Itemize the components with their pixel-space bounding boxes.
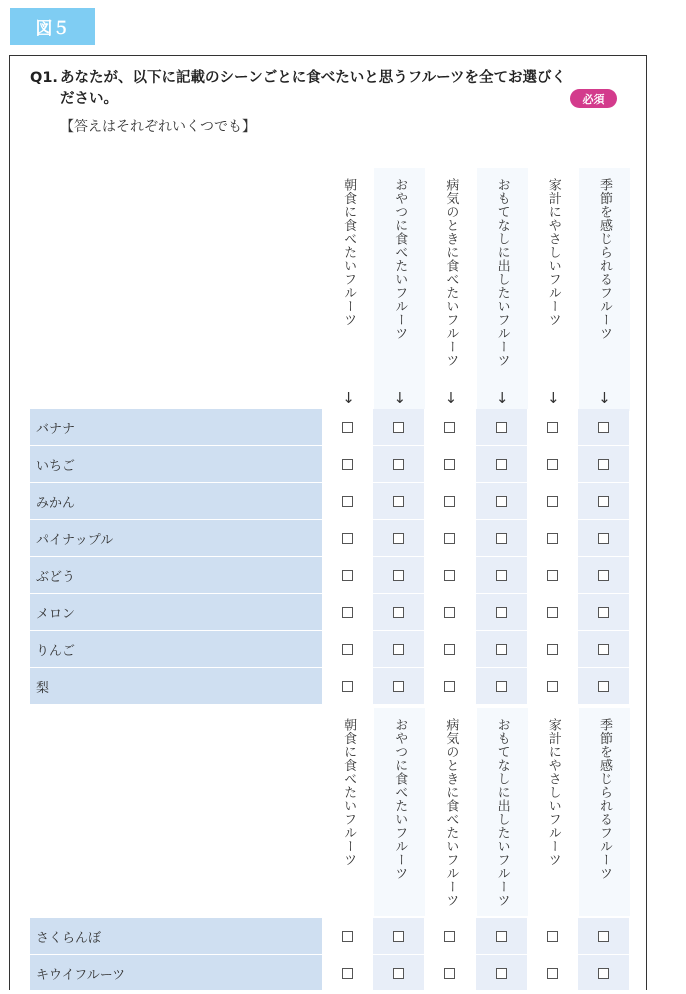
down-arrow-icon: ↓ [444,389,458,407]
checkbox[interactable] [444,644,455,655]
row-label: りんご [30,631,322,667]
checkbox[interactable] [598,570,609,581]
checkbox-cell [424,594,475,630]
checkbox-cell [373,631,424,667]
checkbox[interactable] [393,607,404,618]
checkbox[interactable] [342,570,353,581]
checkbox-cell [476,594,527,630]
checkbox-cell [527,918,578,954]
checkbox[interactable] [598,459,609,470]
checkbox[interactable] [598,607,609,618]
column-header-label: 病気のときに食べたいフルーツ [443,718,459,907]
checkbox-cell [527,446,578,482]
checkbox[interactable] [393,496,404,507]
table-row [30,631,630,667]
checkbox[interactable] [598,968,609,979]
table-row [30,918,630,954]
checkbox-cell [322,631,373,667]
checkbox[interactable] [496,422,507,433]
checkbox-cell [527,668,578,704]
column-header [579,708,630,916]
checkbox-cell [527,483,578,519]
checkbox-cell [527,631,578,667]
checkbox-cell [476,483,527,519]
checkbox-cell [424,668,475,704]
checkbox-cell [322,446,373,482]
checkbox[interactable] [598,422,609,433]
checkbox-cell [578,520,629,556]
checkbox-cell [322,483,373,519]
table-row [30,520,630,556]
checkbox-cell [373,520,424,556]
column-header [425,168,476,411]
checkbox-cell [476,631,527,667]
checkbox-cell [322,955,373,990]
checkbox[interactable] [444,533,455,544]
question-text: あなたが、以下に記載のシーンごとに食べたいと思うフルーツを全てお選びください。 [60,70,567,107]
checkbox-cell [476,668,527,704]
column-header [528,708,579,916]
checkbox[interactable] [547,931,558,942]
question-title [30,68,570,110]
column-header [579,168,630,411]
column-header-label: 朝食に食べたいフルーツ [341,178,357,327]
question-frame [9,55,647,990]
checkbox[interactable] [342,496,353,507]
checkbox-cell [373,483,424,519]
checkbox[interactable] [342,607,353,618]
checkbox-cell [476,446,527,482]
checkbox[interactable] [444,607,455,618]
checkbox-cell [373,668,424,704]
checkbox-cell [527,955,578,990]
checkbox-cell [578,557,629,593]
checkbox[interactable] [342,968,353,979]
checkbox-cell [527,594,578,630]
checkbox[interactable] [342,533,353,544]
checkbox[interactable] [444,422,455,433]
checkbox[interactable] [342,681,353,692]
checkbox[interactable] [598,681,609,692]
checkbox-cell [373,557,424,593]
column-header-label: おもてなしに出したいフルーツ [494,178,510,367]
checkbox-cell [322,520,373,556]
checkbox-cell [424,409,475,445]
question-number: Q1. [30,70,58,86]
column-header-label: おやつに食べたいフルーツ [392,718,408,880]
checkbox[interactable] [496,681,507,692]
column-header [425,708,476,916]
row-label: バナナ [30,409,322,445]
checkbox[interactable] [547,459,558,470]
checkbox[interactable] [547,422,558,433]
row-label: パイナップル [30,520,322,556]
checkbox[interactable] [547,644,558,655]
checkbox-cell [373,918,424,954]
checkbox[interactable] [496,644,507,655]
column-header [477,168,528,411]
table-row [30,557,630,593]
checkbox[interactable] [393,422,404,433]
column-header-label: 家計にやさしいフルーツ [545,718,561,867]
checkbox-cell [476,918,527,954]
checkbox-cell [578,918,629,954]
checkbox[interactable] [444,681,455,692]
checkbox-cell [578,631,629,667]
checkbox[interactable] [444,570,455,581]
checkbox[interactable] [496,459,507,470]
checkbox[interactable] [496,968,507,979]
column-header [477,708,528,916]
table-row [30,446,630,482]
checkbox-cell [322,409,373,445]
row-label: いちご [30,446,322,482]
checkbox-cell [476,557,527,593]
checkbox[interactable] [598,644,609,655]
checkbox-cell [424,520,475,556]
down-arrow-icon: ↓ [598,389,611,407]
table-row [30,955,630,990]
column-header-group-2 [323,708,630,916]
column-header [323,168,374,411]
table-row [30,483,630,519]
column-header-label: 病気のときに食べたいフルーツ [443,178,459,367]
checkbox-cell [424,557,475,593]
down-arrow-icon: ↓ [546,389,560,407]
checkbox[interactable] [342,422,353,433]
column-header-group-1 [323,168,630,411]
row-label: さくらんぼ [30,918,322,954]
checkbox[interactable] [496,533,507,544]
checkbox[interactable] [598,496,609,507]
row-label: みかん [30,483,322,519]
column-header-label: 朝食に食べたいフルーツ [341,718,357,867]
checkbox[interactable] [342,644,353,655]
checkbox-cell [373,955,424,990]
down-arrow-icon: ↓ [495,389,509,407]
checkbox-cell [578,594,629,630]
checkbox[interactable] [342,459,353,470]
checkbox[interactable] [547,681,558,692]
checkbox-cell [527,557,578,593]
checkbox[interactable] [393,968,404,979]
row-label: キウイフルーツ [30,955,322,990]
column-header-label: おやつに食べたいフルーツ [392,178,408,340]
down-arrow-icon: ↓ [342,389,355,407]
column-header-label: 季節を感じられるフルーツ [596,178,612,340]
row-label: ぶどう [30,557,322,593]
checkbox[interactable] [393,459,404,470]
table-row [30,594,630,630]
checkbox-cell [527,409,578,445]
checkbox-cell [527,520,578,556]
checkbox-cell [424,918,475,954]
checkbox[interactable] [547,968,558,979]
checkbox[interactable] [393,570,404,581]
checkbox-cell [322,668,373,704]
table-row [30,409,630,445]
down-arrow-icon: ↓ [393,389,407,407]
checkbox[interactable] [496,496,507,507]
checkbox[interactable] [598,931,609,942]
checkbox-cell [424,955,475,990]
checkbox[interactable] [496,607,507,618]
checkbox-cell [373,594,424,630]
checkbox-cell [578,668,629,704]
checkbox-cell [578,483,629,519]
column-header-label: 季節を感じられるフルーツ [596,718,612,880]
checkbox[interactable] [547,607,558,618]
checkbox[interactable] [444,931,455,942]
column-header [323,708,374,916]
column-header [374,708,425,916]
checkbox[interactable] [496,931,507,942]
row-label: メロン [30,594,322,630]
column-header-label: 家計にやさしいフルーツ [545,178,561,327]
checkbox[interactable] [444,459,455,470]
checkbox[interactable] [444,968,455,979]
question-note: 【答えはそれぞれいくつでも】 [60,119,256,135]
checkbox[interactable] [547,570,558,581]
checkbox[interactable] [393,681,404,692]
checkbox-cell [476,409,527,445]
table-row [30,668,630,704]
checkbox[interactable] [393,533,404,544]
checkbox-cell [578,446,629,482]
column-header [528,168,579,411]
checkbox-cell [476,520,527,556]
checkbox[interactable] [547,533,558,544]
column-header-label: おもてなしに出したいフルーツ [494,718,510,907]
checkbox-cell [322,918,373,954]
checkbox[interactable] [496,570,507,581]
checkbox[interactable] [598,533,609,544]
checkbox-cell [373,446,424,482]
checkbox-cell [322,557,373,593]
required-badge: 必須 [570,89,617,108]
checkbox[interactable] [393,931,404,942]
checkbox-cell [476,955,527,990]
checkbox[interactable] [547,496,558,507]
checkbox[interactable] [342,931,353,942]
checkbox-cell [424,446,475,482]
checkbox-cell [578,955,629,990]
checkbox[interactable] [393,644,404,655]
figure-label: 図５ [10,8,95,45]
checkbox-cell [373,409,424,445]
checkbox-cell [322,594,373,630]
checkbox-cell [578,409,629,445]
row-label: 梨 [30,668,322,704]
column-header [374,168,425,411]
checkbox-cell [424,483,475,519]
checkbox-cell [424,631,475,667]
checkbox[interactable] [444,496,455,507]
